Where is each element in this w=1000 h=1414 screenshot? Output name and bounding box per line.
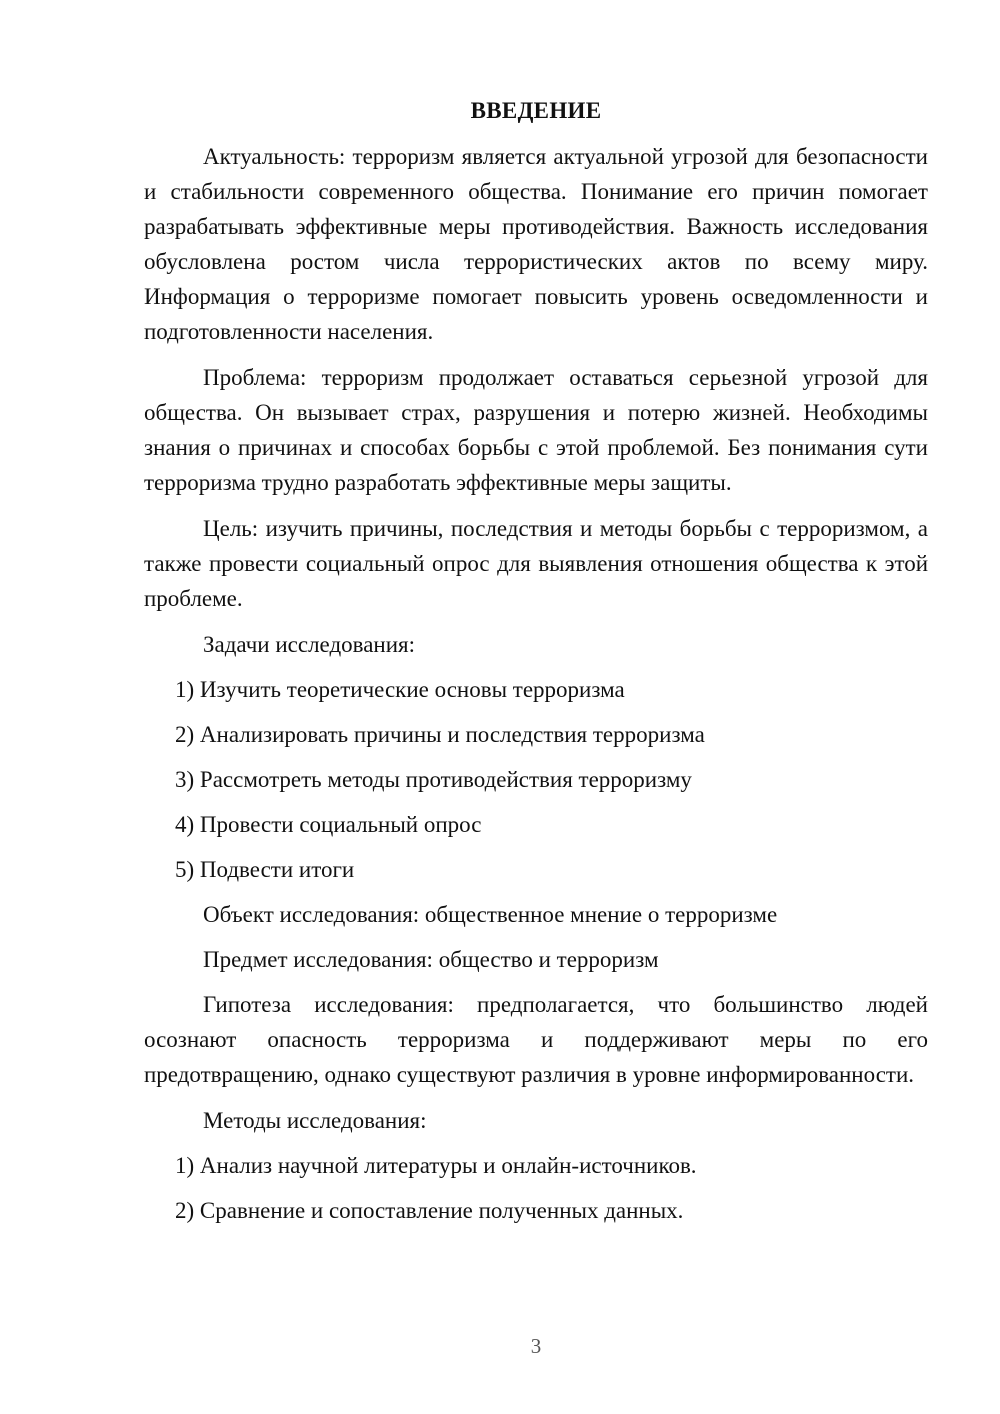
task-item: 5) Подвести итоги — [175, 857, 355, 882]
task-item: 3) Рассмотреть методы противодействия терроризму — [175, 767, 692, 792]
methods-list — [144, 1148, 928, 1228]
page-content — [144, 95, 928, 1238]
paragraph-hypothesis: Гипотеза исследования: предполагается, что большинство людей осознают опасность терроризма и поддерживают меры по его предотвращению, однако существуют различия в уровне информированности. — [144, 992, 928, 1087]
research-subject: Предмет исследования: общество и терроризм — [203, 947, 659, 972]
task-item: 1) Изучить теоретические основы терроризма — [175, 677, 625, 702]
page-number: 3 — [530, 1334, 542, 1358]
task-item: 4) Провести социальный опрос — [175, 812, 482, 837]
tasks-list — [144, 672, 928, 887]
tasks-heading: Задачи исследования: — [203, 632, 416, 657]
paragraph-relevance: Актуальность: терроризм является актуальной угрозой для безопасности и стабильности современного общества. Понимание его причин помогает разрабатывать эффективные меры противодействия. Важность исследования обусловлена ростом числа террористических актов по всему миру. Информация о терроризме помогает повысить уровень осведомленности и подготовленности населения. — [144, 144, 928, 344]
method-item: 2) Сравнение и сопоставление полученных данных. — [175, 1198, 684, 1223]
method-item: 1) Анализ научной литературы и онлайн-источников. — [175, 1153, 697, 1178]
paragraph-problem: Проблема: терроризм продолжает оставаться серьезной угрозой для общества. Он вызывает страх, разрушения и потерю жизней. Необходимы знания о причинах и способах борьбы с этой проблемой. Без понимания сути терроризма трудно разработать эффективные меры защиты. — [144, 365, 928, 495]
methods-heading: Методы исследования: — [203, 1108, 427, 1133]
research-object: Объект исследования: общественное мнение о терроризме — [203, 902, 778, 927]
task-item: 2) Анализировать причины и последствия терроризма — [175, 722, 705, 747]
paragraph-goal: Цель: изучить причины, последствия и методы борьбы с терроризмом, а также провести социальный опрос для выявления отношения общества к этой проблеме. — [144, 516, 928, 611]
section-title: ВВЕДЕНИЕ — [470, 98, 602, 123]
